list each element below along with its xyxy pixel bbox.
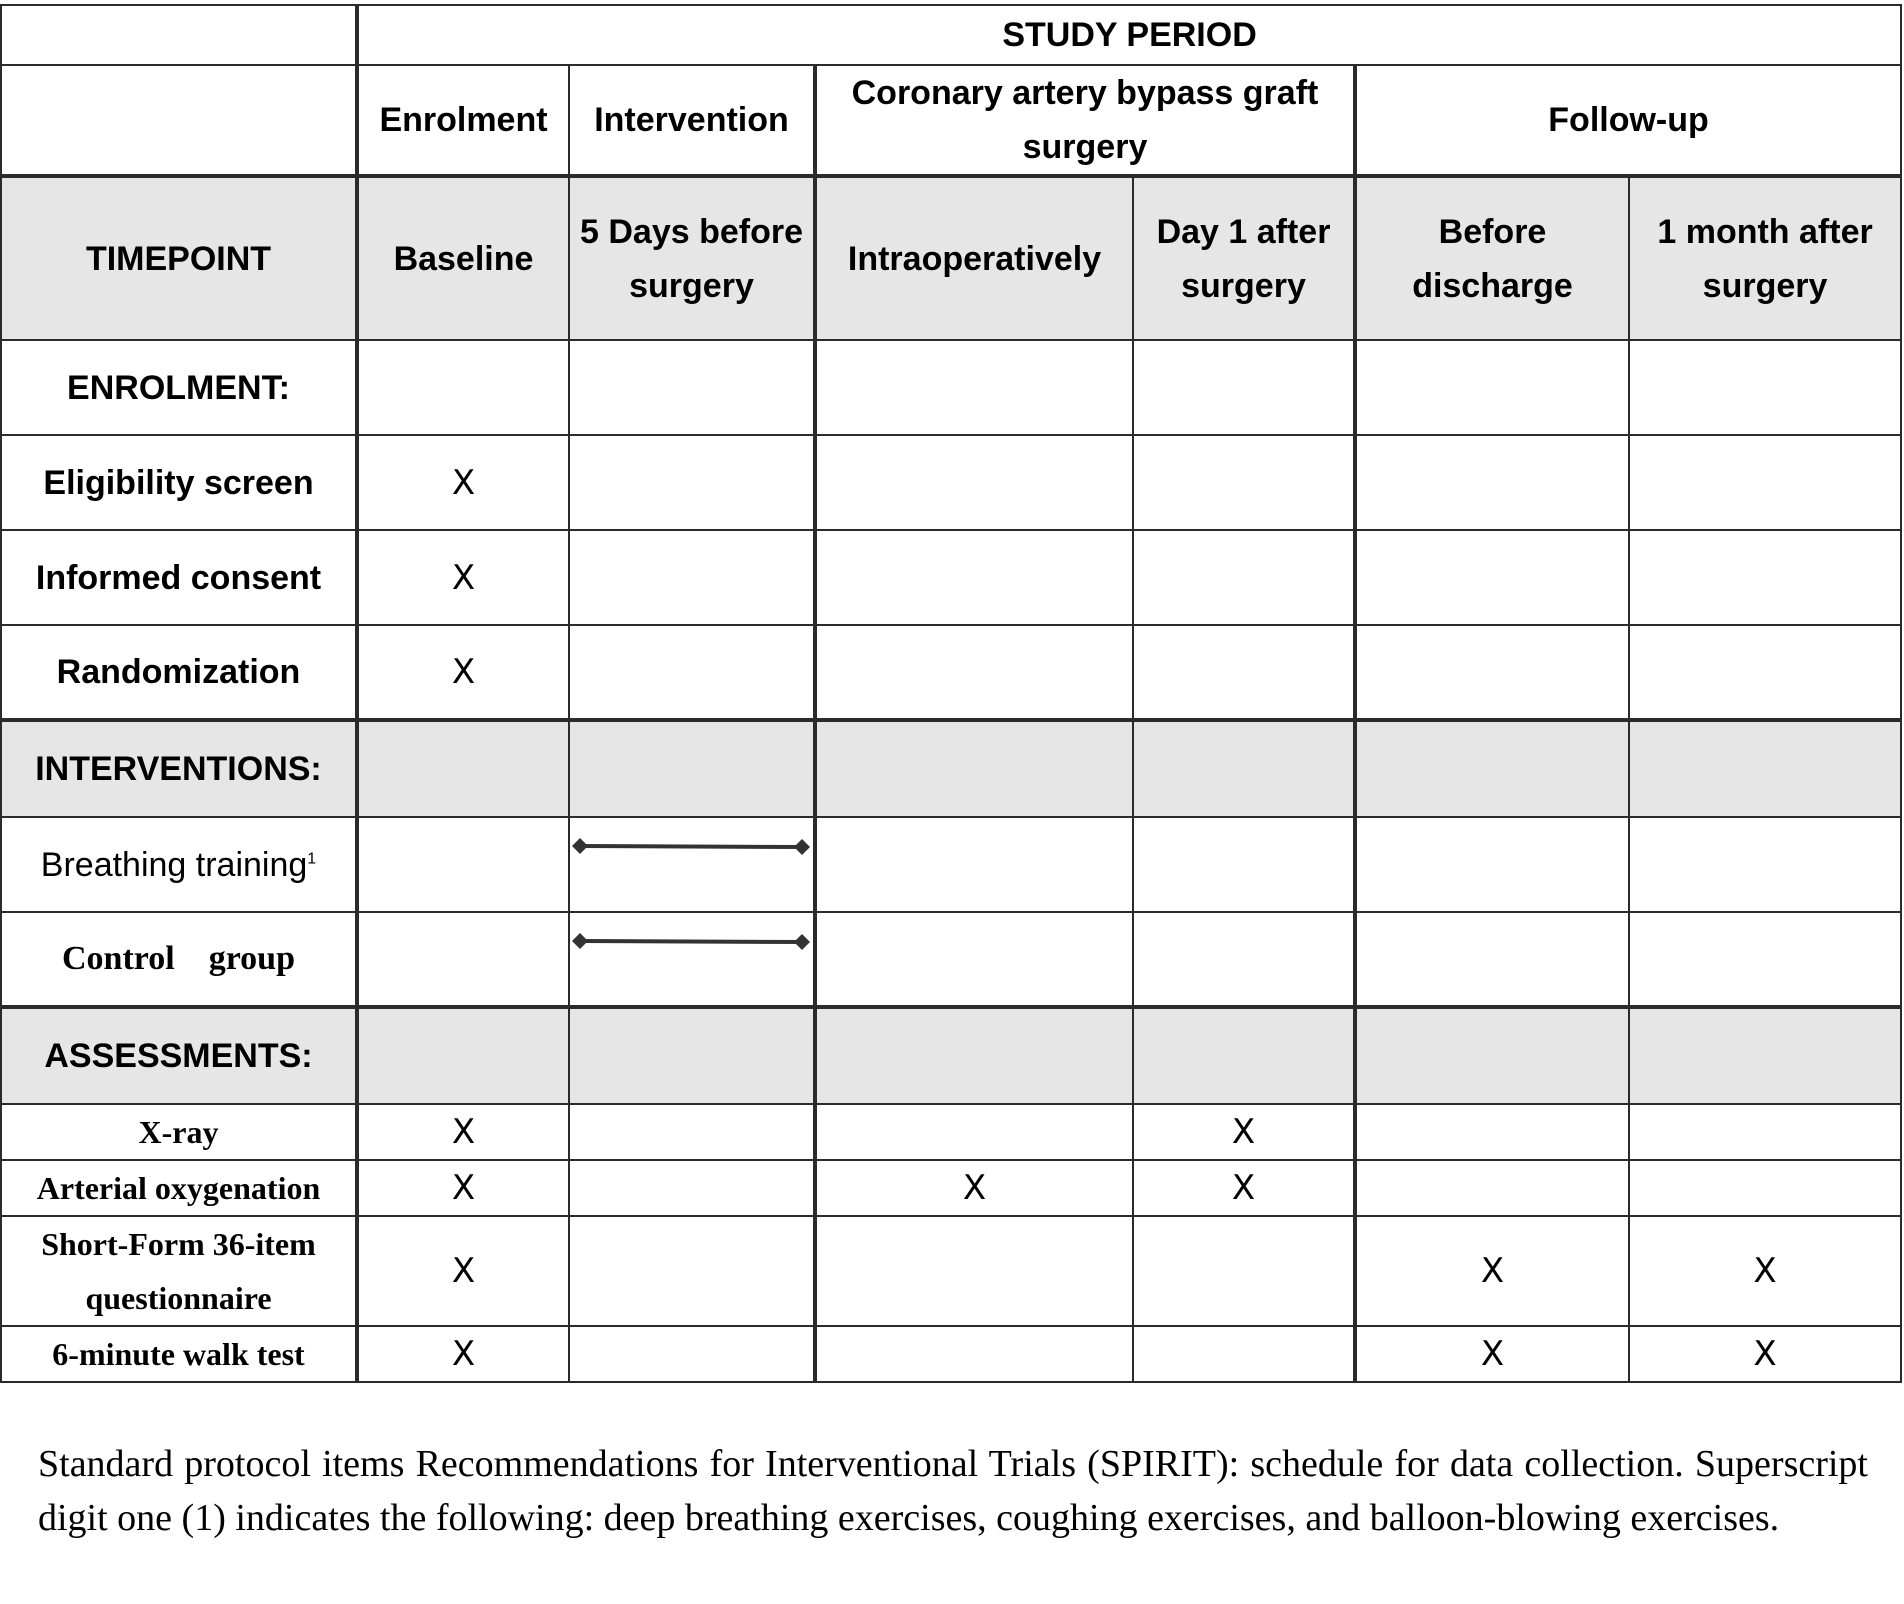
table-row	[1, 1216, 1901, 1326]
mark-cell: X	[357, 1160, 569, 1216]
table-row	[1, 1326, 1901, 1382]
mark-cell: X	[815, 1160, 1133, 1216]
row-xray: X-ray	[1, 1104, 357, 1160]
breathing-label: Breathing training	[40, 845, 308, 884]
footnote-superscript: 1	[307, 850, 317, 868]
mark-cell: X	[357, 530, 569, 625]
timepoint-five-days: 5 Days before surgery	[569, 176, 815, 340]
row-control: Control group	[1, 912, 357, 1007]
table-row	[1, 817, 1901, 912]
duration-arrow	[569, 912, 815, 1007]
row-consent: Informed consent	[1, 530, 357, 625]
row-breathing	[1, 817, 357, 912]
timepoint-label: TIMEPOINT	[1, 176, 357, 340]
mark-cell: X	[357, 1326, 569, 1382]
mark-cell: X	[1629, 1216, 1901, 1326]
timepoint-day1: Day 1 after surgery	[1133, 176, 1355, 340]
mark-cell: X	[1133, 1160, 1355, 1216]
mark-cell: X	[357, 625, 569, 720]
section-assessments: ASSESSMENTS:	[1, 1007, 357, 1104]
study-period-header: STUDY PERIOD	[357, 5, 1901, 65]
mark-cell: X	[357, 1104, 569, 1160]
section-enrolment: ENROLMENT:	[1, 340, 357, 435]
phase-enrolment: Enrolment	[357, 65, 569, 176]
spirit-schedule-table	[0, 4, 1902, 1383]
mark-cell: X	[1629, 1326, 1901, 1382]
blank-corner-cell	[1, 5, 357, 65]
row-walk: 6-minute walk test	[1, 1326, 357, 1382]
phase-surgery: Coronary artery bypass graft surgery	[815, 65, 1355, 176]
table-row	[1, 1104, 1901, 1160]
timepoint-intraop: Intraoperatively	[815, 176, 1133, 340]
mark-cell: X	[1133, 1104, 1355, 1160]
figure-caption: Standard protocol items Recommendations for Interventional Trials (SPIRIT): schedule for data collection. Superscript digit one (1) indicates the following: deep breathing exercises, coughing exercises, and balloon-blowing exercises.	[38, 1443, 1868, 1539]
mark-cell: X	[357, 1216, 569, 1326]
mark-cell: X	[357, 435, 569, 530]
timepoint-baseline: Baseline	[357, 176, 569, 340]
phase-intervention: Intervention	[569, 65, 815, 176]
row-eligibility: Eligibility screen	[1, 435, 357, 530]
timepoint-before-discharge: Before discharge	[1355, 176, 1629, 340]
table-row	[1, 912, 1901, 1007]
timepoint-one-month: 1 month after surgery	[1629, 176, 1901, 340]
row-arterial: Arterial oxygenation	[1, 1160, 357, 1216]
double-headed-arrow-icon	[570, 826, 812, 866]
duration-arrow	[569, 817, 815, 912]
row-sf36: Short-Form 36-item questionnaire	[1, 1216, 357, 1326]
table-row	[1, 530, 1901, 625]
blank-phase-cell	[1, 65, 357, 176]
table-row	[1, 625, 1901, 720]
phase-followup: Follow-up	[1355, 65, 1901, 176]
table-row	[1, 435, 1901, 530]
section-interventions: INTERVENTIONS:	[1, 720, 357, 817]
double-headed-arrow-icon	[570, 921, 812, 961]
mark-cell: X	[1355, 1326, 1629, 1382]
table-row	[1, 1160, 1901, 1216]
mark-cell: X	[1355, 1216, 1629, 1326]
row-randomization: Randomization	[1, 625, 357, 720]
